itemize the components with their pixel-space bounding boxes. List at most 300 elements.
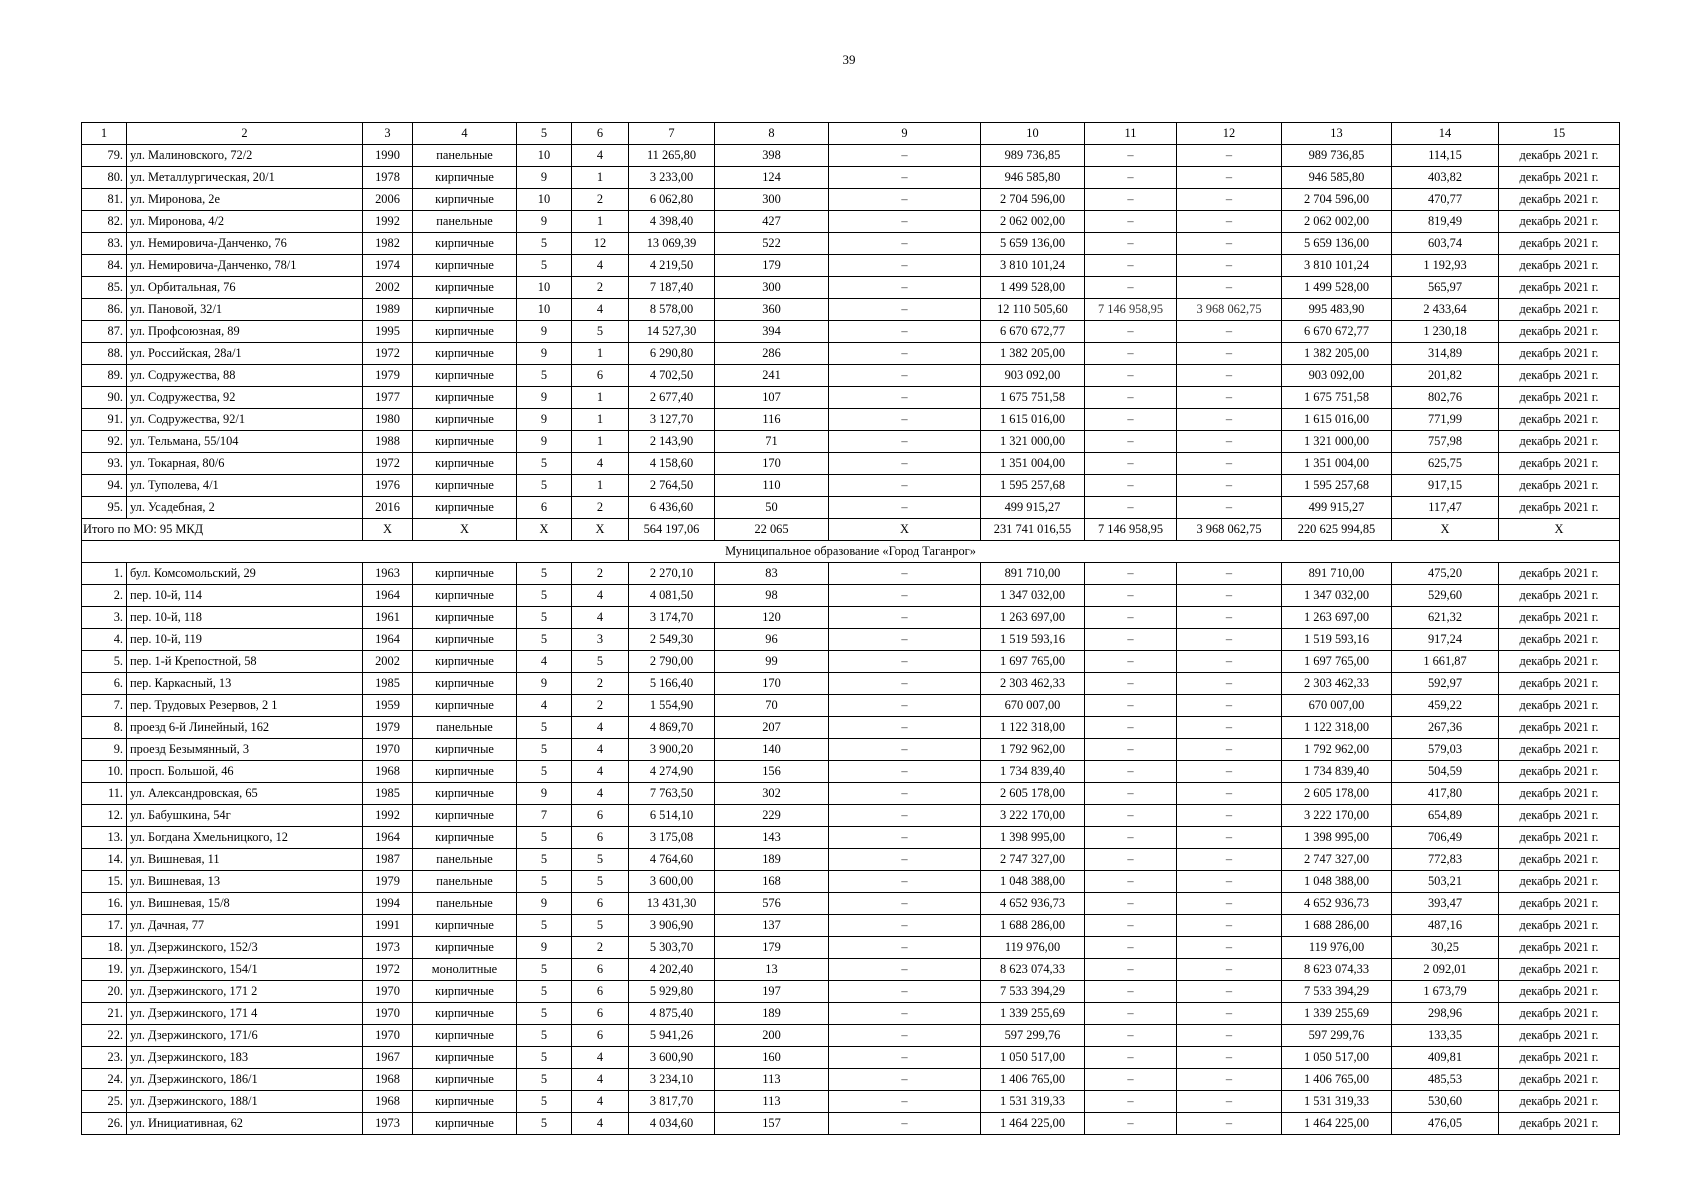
cell-col-12: –: [1177, 651, 1282, 673]
table-row: [82, 849, 1620, 871]
cell-col-8: 168: [715, 871, 829, 893]
cell-col-12: –: [1177, 1069, 1282, 1091]
cell-col-12: –: [1177, 893, 1282, 915]
cell-col-13: 1 615 016,00: [1282, 409, 1392, 431]
total-cell-col-12: 3 968 062,75: [1177, 519, 1282, 541]
cell-col-4: кирпичные: [413, 321, 517, 343]
cell-col-11: –: [1085, 475, 1177, 497]
cell-col-6: 1: [572, 167, 629, 189]
cell-col-10: 4 652 936,73: [981, 893, 1085, 915]
table-row: [82, 783, 1620, 805]
cell-col-1: 22.: [82, 1025, 127, 1047]
cell-col-1: 87.: [82, 321, 127, 343]
cell-col-6: 5: [572, 915, 629, 937]
cell-col-8: 360: [715, 299, 829, 321]
total-cell-col-3: Х: [363, 519, 413, 541]
cell-col-13: 597 299,76: [1282, 1025, 1392, 1047]
cell-col-11: –: [1085, 409, 1177, 431]
cell-col-5: 5: [517, 365, 572, 387]
column-number-6: 6: [572, 123, 629, 145]
cell-col-8: 70: [715, 695, 829, 717]
cell-col-3: 1994: [363, 893, 413, 915]
cell-col-11: –: [1085, 893, 1177, 915]
cell-col-7: 2 549,30: [629, 629, 715, 651]
cell-col-3: 1982: [363, 233, 413, 255]
cell-col-2: проезд Безымянный, 3: [127, 739, 363, 761]
cell-col-12: –: [1177, 1025, 1282, 1047]
cell-col-10: 6 670 672,77: [981, 321, 1085, 343]
cell-col-2: просп. Большой, 46: [127, 761, 363, 783]
cell-col-3: 1970: [363, 1003, 413, 1025]
cell-col-2: ул. Немировича-Данченко, 78/1: [127, 255, 363, 277]
cell-col-7: 6 062,80: [629, 189, 715, 211]
cell-col-9: –: [829, 497, 981, 519]
cell-col-14: 1 230,18: [1392, 321, 1499, 343]
cell-col-3: 1987: [363, 849, 413, 871]
cell-col-2: ул. Содружества, 92: [127, 387, 363, 409]
cell-col-7: 13 069,39: [629, 233, 715, 255]
cell-col-10: 2 605 178,00: [981, 783, 1085, 805]
cell-col-5: 5: [517, 563, 572, 585]
cell-col-14: 603,74: [1392, 233, 1499, 255]
cell-col-13: 119 976,00: [1282, 937, 1392, 959]
cell-col-15: декабрь 2021 г.: [1499, 343, 1620, 365]
cell-col-7: 6 436,60: [629, 497, 715, 519]
cell-col-4: панельные: [413, 717, 517, 739]
cell-col-12: –: [1177, 277, 1282, 299]
cell-col-13: 2 062 002,00: [1282, 211, 1392, 233]
cell-col-8: 302: [715, 783, 829, 805]
cell-col-9: –: [829, 189, 981, 211]
cell-col-5: 9: [517, 167, 572, 189]
cell-col-6: 4: [572, 607, 629, 629]
section-row: [82, 541, 1620, 563]
table-row: [82, 893, 1620, 915]
cell-col-7: 5 303,70: [629, 937, 715, 959]
cell-col-4: панельные: [413, 849, 517, 871]
cell-col-9: –: [829, 937, 981, 959]
cell-col-14: 579,03: [1392, 739, 1499, 761]
cell-col-11: –: [1085, 1003, 1177, 1025]
cell-col-15: декабрь 2021 г.: [1499, 145, 1620, 167]
cell-col-10: 1 382 205,00: [981, 343, 1085, 365]
cell-col-15: декабрь 2021 г.: [1499, 629, 1620, 651]
total-cell-col-7: 564 197,06: [629, 519, 715, 541]
cell-col-10: 1 675 751,58: [981, 387, 1085, 409]
cell-col-10: 1 697 765,00: [981, 651, 1085, 673]
cell-col-3: 1970: [363, 981, 413, 1003]
cell-col-9: –: [829, 1003, 981, 1025]
table-row: [82, 299, 1620, 321]
cell-col-10: 1 615 016,00: [981, 409, 1085, 431]
cell-col-3: 1972: [363, 959, 413, 981]
cell-col-12: –: [1177, 409, 1282, 431]
cell-col-2: ул. Профсоюзная, 89: [127, 321, 363, 343]
cell-col-3: 1972: [363, 343, 413, 365]
cell-col-4: кирпичные: [413, 365, 517, 387]
cell-col-5: 5: [517, 629, 572, 651]
cell-col-11: –: [1085, 761, 1177, 783]
cell-col-9: –: [829, 915, 981, 937]
cell-col-9: –: [829, 871, 981, 893]
cell-col-12: –: [1177, 255, 1282, 277]
cell-col-12: –: [1177, 453, 1282, 475]
cell-col-6: 4: [572, 1091, 629, 1113]
cell-col-5: 9: [517, 673, 572, 695]
cell-col-15: декабрь 2021 г.: [1499, 1003, 1620, 1025]
cell-col-1: 18.: [82, 937, 127, 959]
cell-col-10: 1 595 257,68: [981, 475, 1085, 497]
cell-col-4: кирпичные: [413, 343, 517, 365]
cell-col-10: 597 299,76: [981, 1025, 1085, 1047]
cell-col-12: –: [1177, 1047, 1282, 1069]
cell-col-4: кирпичные: [413, 937, 517, 959]
cell-col-11: –: [1085, 453, 1177, 475]
cell-col-15: декабрь 2021 г.: [1499, 233, 1620, 255]
cell-col-7: 1 554,90: [629, 695, 715, 717]
cell-col-11: –: [1085, 365, 1177, 387]
cell-col-5: 5: [517, 981, 572, 1003]
cell-col-8: 179: [715, 255, 829, 277]
cell-col-2: ул. Содружества, 92/1: [127, 409, 363, 431]
cell-col-15: декабрь 2021 г.: [1499, 585, 1620, 607]
cell-col-13: 6 670 672,77: [1282, 321, 1392, 343]
cell-col-3: 1979: [363, 871, 413, 893]
cell-col-5: 5: [517, 827, 572, 849]
cell-col-12: –: [1177, 167, 1282, 189]
cell-col-9: –: [829, 277, 981, 299]
cell-col-9: –: [829, 453, 981, 475]
table-row: [82, 585, 1620, 607]
cell-col-7: 7 763,50: [629, 783, 715, 805]
cell-col-1: 23.: [82, 1047, 127, 1069]
cell-col-2: бул. Комсомольский, 29: [127, 563, 363, 585]
cell-col-1: 2.: [82, 585, 127, 607]
column-number-4: 4: [413, 123, 517, 145]
cell-col-14: 487,16: [1392, 915, 1499, 937]
cell-col-5: 5: [517, 849, 572, 871]
cell-col-4: панельные: [413, 871, 517, 893]
cell-col-14: 654,89: [1392, 805, 1499, 827]
cell-col-2: ул. Немировича-Данченко, 76: [127, 233, 363, 255]
cell-col-7: 8 578,00: [629, 299, 715, 321]
cell-col-8: 200: [715, 1025, 829, 1047]
cell-col-7: 3 174,70: [629, 607, 715, 629]
cell-col-15: декабрь 2021 г.: [1499, 189, 1620, 211]
cell-col-10: 946 585,80: [981, 167, 1085, 189]
cell-col-1: 86.: [82, 299, 127, 321]
cell-col-15: декабрь 2021 г.: [1499, 1113, 1620, 1135]
cell-col-15: декабрь 2021 г.: [1499, 827, 1620, 849]
cell-col-6: 1: [572, 409, 629, 431]
cell-col-14: 819,49: [1392, 211, 1499, 233]
cell-col-5: 5: [517, 1003, 572, 1025]
cell-col-13: 891 710,00: [1282, 563, 1392, 585]
cell-col-3: 1992: [363, 211, 413, 233]
cell-col-9: –: [829, 1069, 981, 1091]
cell-col-2: ул. Российская, 28а/1: [127, 343, 363, 365]
cell-col-14: 772,83: [1392, 849, 1499, 871]
cell-col-12: –: [1177, 695, 1282, 717]
cell-col-8: 96: [715, 629, 829, 651]
cell-col-1: 95.: [82, 497, 127, 519]
cell-col-1: 88.: [82, 343, 127, 365]
cell-col-12: –: [1177, 915, 1282, 937]
cell-col-7: 2 764,50: [629, 475, 715, 497]
cell-col-14: 802,76: [1392, 387, 1499, 409]
column-number-8: 8: [715, 123, 829, 145]
cell-col-10: 891 710,00: [981, 563, 1085, 585]
cell-col-3: 1963: [363, 563, 413, 585]
cell-col-7: 11 265,80: [629, 145, 715, 167]
cell-col-7: 14 527,30: [629, 321, 715, 343]
cell-col-2: ул. Дзержинского, 186/1: [127, 1069, 363, 1091]
cell-col-7: 4 274,90: [629, 761, 715, 783]
cell-col-1: 82.: [82, 211, 127, 233]
cell-col-4: кирпичные: [413, 497, 517, 519]
table-row: [82, 387, 1620, 409]
cell-col-13: 1 792 962,00: [1282, 739, 1392, 761]
cell-col-8: 241: [715, 365, 829, 387]
cell-col-13: 2 747 327,00: [1282, 849, 1392, 871]
cell-col-10: 3 810 101,24: [981, 255, 1085, 277]
cell-col-9: –: [829, 607, 981, 629]
cell-col-8: 120: [715, 607, 829, 629]
cell-col-7: 2 270,10: [629, 563, 715, 585]
cell-col-11: –: [1085, 959, 1177, 981]
cell-col-14: 771,99: [1392, 409, 1499, 431]
cell-col-4: кирпичные: [413, 1025, 517, 1047]
cell-col-2: ул. Дзержинского, 188/1: [127, 1091, 363, 1113]
cell-col-6: 4: [572, 299, 629, 321]
cell-col-8: 576: [715, 893, 829, 915]
table-row: [82, 497, 1620, 519]
cell-col-14: 470,77: [1392, 189, 1499, 211]
cell-col-8: 207: [715, 717, 829, 739]
table-row: [82, 1003, 1620, 1025]
cell-col-4: кирпичные: [413, 585, 517, 607]
cell-col-11: –: [1085, 739, 1177, 761]
total-label: Итого по МО: 95 МКД: [82, 519, 363, 541]
cell-col-11: –: [1085, 277, 1177, 299]
cell-col-1: 6.: [82, 673, 127, 695]
cell-col-14: 201,82: [1392, 365, 1499, 387]
cell-col-10: 989 736,85: [981, 145, 1085, 167]
cell-col-5: 9: [517, 321, 572, 343]
cell-col-9: –: [829, 1091, 981, 1113]
table-row: [82, 365, 1620, 387]
cell-col-5: 5: [517, 915, 572, 937]
cell-col-12: –: [1177, 783, 1282, 805]
cell-col-9: –: [829, 717, 981, 739]
column-number-11: 11: [1085, 123, 1177, 145]
cell-col-11: –: [1085, 585, 1177, 607]
cell-col-15: декабрь 2021 г.: [1499, 409, 1620, 431]
cell-col-4: кирпичные: [413, 805, 517, 827]
cell-col-2: пер. Трудовых Резервов, 2 1: [127, 695, 363, 717]
cell-col-6: 1: [572, 343, 629, 365]
cell-col-15: декабрь 2021 г.: [1499, 1091, 1620, 1113]
cell-col-3: 1977: [363, 387, 413, 409]
page-number: 39: [842, 52, 856, 67]
cell-col-8: 179: [715, 937, 829, 959]
cell-col-15: декабрь 2021 г.: [1499, 981, 1620, 1003]
cell-col-7: 3 600,00: [629, 871, 715, 893]
cell-col-5: 9: [517, 893, 572, 915]
cell-col-13: 1 675 751,58: [1282, 387, 1392, 409]
cell-col-8: 98: [715, 585, 829, 607]
table-row: [82, 431, 1620, 453]
cell-col-11: –: [1085, 1025, 1177, 1047]
cell-col-12: –: [1177, 827, 1282, 849]
total-cell-col-13: 220 625 994,85: [1282, 519, 1392, 541]
cell-col-15: декабрь 2021 г.: [1499, 475, 1620, 497]
cell-col-7: 4 081,50: [629, 585, 715, 607]
cell-col-3: 1992: [363, 805, 413, 827]
cell-col-9: –: [829, 893, 981, 915]
cell-col-6: 1: [572, 211, 629, 233]
cell-col-10: 5 659 136,00: [981, 233, 1085, 255]
cell-col-1: 12.: [82, 805, 127, 827]
column-number-7: 7: [629, 123, 715, 145]
cell-col-3: 1972: [363, 453, 413, 475]
cell-col-5: 5: [517, 585, 572, 607]
cell-col-2: ул. Содружества, 88: [127, 365, 363, 387]
cell-col-6: 4: [572, 1069, 629, 1091]
cell-col-4: кирпичные: [413, 915, 517, 937]
cell-col-12: –: [1177, 233, 1282, 255]
cell-col-12: –: [1177, 211, 1282, 233]
cell-col-10: 2 303 462,33: [981, 673, 1085, 695]
cell-col-8: 113: [715, 1069, 829, 1091]
cell-col-10: 1 122 318,00: [981, 717, 1085, 739]
cell-col-5: 9: [517, 783, 572, 805]
cell-col-11: –: [1085, 1069, 1177, 1091]
cell-col-12: –: [1177, 673, 1282, 695]
cell-col-11: –: [1085, 1091, 1177, 1113]
cell-col-4: кирпичные: [413, 431, 517, 453]
cell-col-1: 15.: [82, 871, 127, 893]
cell-col-7: 3 600,90: [629, 1047, 715, 1069]
cell-col-15: декабрь 2021 г.: [1499, 871, 1620, 893]
cell-col-12: –: [1177, 563, 1282, 585]
cell-col-11: –: [1085, 563, 1177, 585]
cell-col-9: –: [829, 365, 981, 387]
cell-col-7: 3 234,10: [629, 1069, 715, 1091]
cell-col-10: 1 050 517,00: [981, 1047, 1085, 1069]
cell-col-4: кирпичные: [413, 739, 517, 761]
cell-col-15: декабрь 2021 г.: [1499, 387, 1620, 409]
cell-col-10: 1 398 995,00: [981, 827, 1085, 849]
cell-col-3: 1995: [363, 321, 413, 343]
cell-col-1: 14.: [82, 849, 127, 871]
cell-col-10: 7 533 394,29: [981, 981, 1085, 1003]
cell-col-14: 757,98: [1392, 431, 1499, 453]
cell-col-13: 1 321 000,00: [1282, 431, 1392, 453]
cell-col-9: –: [829, 981, 981, 1003]
cell-col-15: декабрь 2021 г.: [1499, 1069, 1620, 1091]
cell-col-10: 1 464 225,00: [981, 1113, 1085, 1135]
cell-col-3: 1961: [363, 607, 413, 629]
total-cell-col-14: Х: [1392, 519, 1499, 541]
cell-col-5: 5: [517, 717, 572, 739]
table-row: [82, 475, 1620, 497]
cell-col-8: 143: [715, 827, 829, 849]
total-row: [82, 519, 1620, 541]
table-row: [82, 1113, 1620, 1135]
cell-col-13: 1 048 388,00: [1282, 871, 1392, 893]
cell-col-3: 1978: [363, 167, 413, 189]
cell-col-1: 84.: [82, 255, 127, 277]
cell-col-13: 5 659 136,00: [1282, 233, 1392, 255]
cell-col-8: 398: [715, 145, 829, 167]
cell-col-6: 6: [572, 1025, 629, 1047]
cell-col-7: 3 817,70: [629, 1091, 715, 1113]
cell-col-6: 2: [572, 673, 629, 695]
cell-col-1: 3.: [82, 607, 127, 629]
cell-col-4: кирпичные: [413, 629, 517, 651]
cell-col-2: ул. Тельмана, 55/104: [127, 431, 363, 453]
cell-col-9: –: [829, 1113, 981, 1135]
cell-col-9: –: [829, 299, 981, 321]
cell-col-3: 1973: [363, 1113, 413, 1135]
cell-col-6: 4: [572, 783, 629, 805]
total-cell-col-10: 231 741 016,55: [981, 519, 1085, 541]
cell-col-8: 160: [715, 1047, 829, 1069]
cell-col-15: декабрь 2021 г.: [1499, 915, 1620, 937]
cell-col-5: 5: [517, 233, 572, 255]
cell-col-9: –: [829, 629, 981, 651]
cell-col-2: ул. Дачная, 77: [127, 915, 363, 937]
cell-col-5: 10: [517, 277, 572, 299]
cell-col-5: 5: [517, 255, 572, 277]
cell-col-4: кирпичные: [413, 189, 517, 211]
table-row: [82, 255, 1620, 277]
cell-col-6: 1: [572, 431, 629, 453]
cell-col-3: 1967: [363, 1047, 413, 1069]
cell-col-15: декабрь 2021 г.: [1499, 849, 1620, 871]
cell-col-4: панельные: [413, 145, 517, 167]
table-row: [82, 629, 1620, 651]
cell-col-12: –: [1177, 1113, 1282, 1135]
cell-col-12: –: [1177, 145, 1282, 167]
cell-col-10: 1 519 593,16: [981, 629, 1085, 651]
cell-col-11: –: [1085, 189, 1177, 211]
cell-col-9: –: [829, 409, 981, 431]
cell-col-13: 1 347 032,00: [1282, 585, 1392, 607]
total-cell-col-4: Х: [413, 519, 517, 541]
cell-col-14: 267,36: [1392, 717, 1499, 739]
table-row: [82, 717, 1620, 739]
cell-col-13: 1 050 517,00: [1282, 1047, 1392, 1069]
cell-col-2: пер. 1-й Крепостной, 58: [127, 651, 363, 673]
cell-col-14: 529,60: [1392, 585, 1499, 607]
cell-col-9: –: [829, 321, 981, 343]
cell-col-15: декабрь 2021 г.: [1499, 211, 1620, 233]
cell-col-13: 989 736,85: [1282, 145, 1392, 167]
table-row: [82, 1069, 1620, 1091]
cell-col-4: кирпичные: [413, 695, 517, 717]
cell-col-11: –: [1085, 343, 1177, 365]
cell-col-10: 1 734 839,40: [981, 761, 1085, 783]
table-row: [82, 805, 1620, 827]
cell-col-2: ул. Малиновского, 72/2: [127, 145, 363, 167]
cell-col-3: 1985: [363, 783, 413, 805]
table-body-part2: [82, 563, 1620, 1135]
cell-col-4: кирпичные: [413, 607, 517, 629]
table-row: [82, 981, 1620, 1003]
cell-col-8: 13: [715, 959, 829, 981]
